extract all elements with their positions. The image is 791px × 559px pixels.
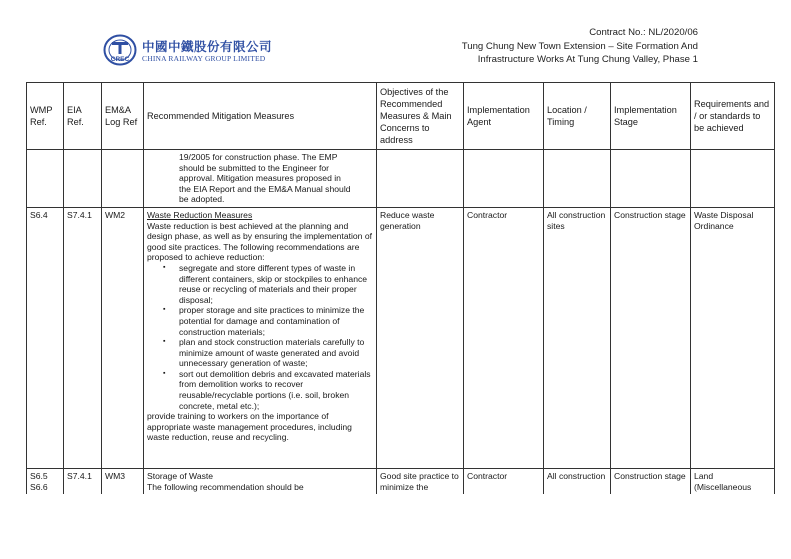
wmp-ref-value: S6.6 (30, 481, 48, 492)
table-header-row (27, 83, 775, 150)
col-header-eia-ref: EIA Ref. (64, 83, 102, 150)
document-header (462, 26, 698, 67)
col-header-mitigation-measures: Recommended Mitigation Measures (144, 83, 377, 150)
measure-bullet-list (147, 263, 373, 411)
mitigation-measures-table (26, 82, 775, 494)
cell-objective (377, 150, 464, 208)
cell-wmp-ref: S6.4 (27, 207, 64, 468)
continued-measure-text (147, 152, 373, 205)
measure-line: approval. Mitigation measures proposed in (179, 173, 341, 184)
table-row (27, 150, 775, 208)
measure-line: 19/2005 for construction phase. The EMP (179, 152, 338, 162)
table-row (27, 207, 775, 468)
measure-intro: Waste reduction is best achieved at the planning and design phase, as well as by ensuring the implementation of good site practices. The following recommendations are proposed to achieve reduction: (147, 220, 373, 263)
col-header-objectives: Objectives of the Recommended Measures & Main Concerns to address (377, 83, 464, 150)
cell-agent: Contractor (464, 207, 544, 468)
wmp-ref-value: S6.5 (30, 470, 48, 481)
crec-logo-icon (103, 34, 137, 66)
table-row (27, 468, 775, 494)
measure-title: Waste Reduction Measures (147, 209, 253, 220)
measure-line: the EIA Report and the EM&A Manual should (179, 183, 351, 194)
cell-log-ref: WM3 (102, 468, 144, 494)
cell-eia-ref: S7.4.1 (64, 468, 102, 494)
list-item: ▪ proper storage and site practices to minimize the potential for damage and contamination of construction materials; (179, 305, 373, 337)
contract-number: Contract No.: NL/2020/06 (589, 27, 698, 38)
list-item: ▪ sort out demolition debris and excavated materials from demolition works to recover reusable/recyclable portions (i.e. soil, broken concrete, metal etc.); (179, 369, 373, 411)
company-logo (103, 34, 273, 66)
cell-stage: Construction stage (611, 468, 691, 494)
cell-location (544, 150, 611, 208)
cell-objective: Good site practice to minimize the (377, 468, 464, 494)
cell-wmp-ref (27, 150, 64, 208)
list-item: ▪ plan and stock construction materials carefully to minimize amount of waste generated and avoid unnecessary generation of waste; (179, 337, 373, 369)
col-header-implementation-stage: Implementation Stage (611, 83, 691, 150)
cell-requirement: Waste Disposal Ordinance (691, 207, 775, 468)
cell-eia-ref (64, 150, 102, 208)
measure-title: Storage of Waste (147, 470, 214, 481)
project-title-line-1: Tung Chung New Town Extension – Site Formation And (461, 40, 698, 52)
cell-location: All construction (544, 468, 611, 494)
cell-requirement: Land (Miscellaneous (691, 468, 775, 494)
cell-measures (144, 468, 377, 494)
logo-chinese-name: 中國中鐵股份有限公司 (142, 40, 273, 54)
measure-intro: The following recommendation should be (147, 481, 304, 492)
cell-agent: Contractor (464, 468, 544, 494)
cell-stage: Construction stage (611, 207, 691, 468)
cell-measures (144, 207, 377, 468)
measure-outro: provide training to workers on the importance of appropriate waste management procedures, including waste reduction, reuse and recycling. (147, 411, 352, 443)
cell-log-ref: WM2 (102, 207, 144, 468)
cell-location: All construction sites (544, 207, 611, 468)
cell-measures (144, 150, 377, 208)
col-header-ema-log-ref: EM&A Log Ref (102, 83, 144, 150)
cell-objective: Reduce waste generation (377, 207, 464, 468)
cell-wmp-ref (27, 468, 64, 494)
col-header-wmp-ref: WMP Ref. (27, 83, 64, 150)
cell-agent (464, 150, 544, 208)
cell-stage (611, 150, 691, 208)
svg-text:CREC: CREC (110, 56, 130, 63)
cell-log-ref (102, 150, 144, 208)
col-header-implementation-agent: Implementation Agent (464, 83, 544, 150)
project-title-line-2: Infrastructure Works At Tung Chung Valley, Phase 1 (477, 54, 698, 65)
list-item: ▪ segregate and store different types of waste in different containers, skip or stockpiles to enhance reuse or recycling of materials and their proper disposal; (179, 263, 373, 305)
cell-eia-ref: S7.4.1 (64, 207, 102, 468)
measure-line: be adopted. (179, 194, 225, 205)
col-header-requirements: Requirements and / or standards to be achieved (691, 83, 775, 150)
measure-line: should be submitted to the Engineer for (179, 162, 330, 173)
col-header-location-timing: Location / Timing (544, 83, 611, 150)
cell-requirement (691, 150, 775, 208)
logo-english-name: CHINA RAILWAY GROUP LIMITED (142, 54, 266, 63)
